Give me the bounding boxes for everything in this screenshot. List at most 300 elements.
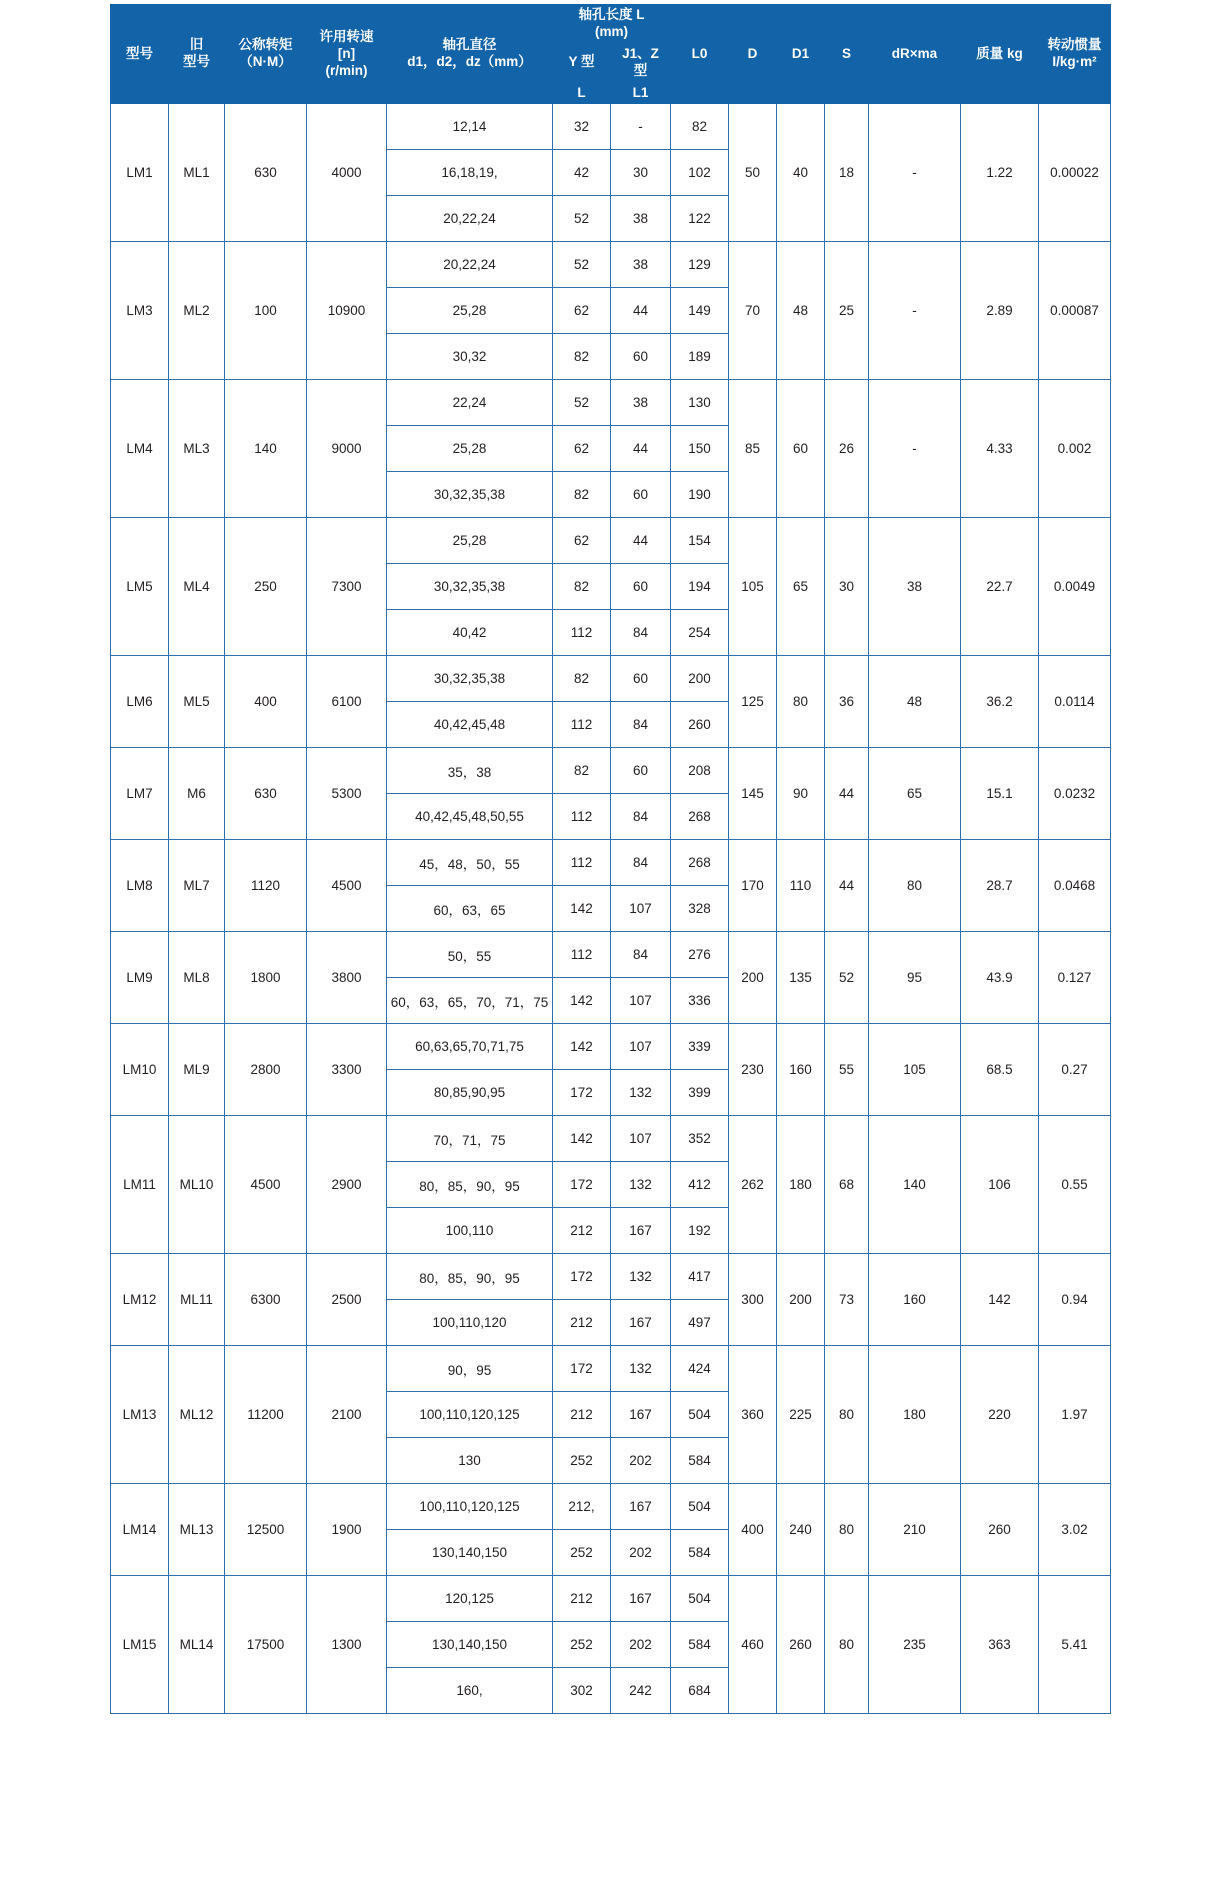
cell-length-y: 42 (553, 150, 611, 196)
cell-bore-diameter: 130,140,150 (387, 1530, 553, 1576)
cell-d: 125 (729, 656, 777, 748)
cell-s: 68 (825, 1116, 869, 1254)
cell-model: LM3 (111, 242, 169, 380)
cell-torque: 17500 (225, 1576, 307, 1714)
cell-length-j1z: 44 (611, 426, 671, 472)
cell-d: 85 (729, 380, 777, 518)
cell-old-model: ML8 (169, 932, 225, 1024)
table-row (111, 104, 1111, 150)
cell-inertia: 0.0232 (1039, 748, 1111, 840)
cell-l0: 336 (671, 978, 729, 1024)
header-old-model-line2: 型号 (183, 54, 210, 70)
cell-d: 200 (729, 932, 777, 1024)
cell-d: 70 (729, 242, 777, 380)
cell-l0: 584 (671, 1622, 729, 1668)
cell-length-j1z: 202 (611, 1438, 671, 1484)
cell-length-y: 252 (553, 1438, 611, 1484)
cell-old-model: M6 (169, 748, 225, 840)
cell-d1: 110 (777, 840, 825, 932)
header-torque-line2: （N·M） (239, 54, 292, 70)
cell-old-model: ML3 (169, 380, 225, 518)
cell-d1: 160 (777, 1024, 825, 1116)
table-row (111, 1576, 1111, 1622)
cell-bore-diameter: 22,24 (387, 380, 553, 426)
cell-l0: 424 (671, 1346, 729, 1392)
cell-length-y: 252 (553, 1530, 611, 1576)
cell-torque: 250 (225, 518, 307, 656)
cell-inertia: 0.0049 (1039, 518, 1111, 656)
cell-l0: 154 (671, 518, 729, 564)
cell-d1: 200 (777, 1254, 825, 1346)
table-body (111, 104, 1111, 1714)
cell-l0: 190 (671, 472, 729, 518)
cell-l0: 504 (671, 1484, 729, 1530)
cell-d1: 240 (777, 1484, 825, 1576)
cell-mass: 43.9 (961, 932, 1039, 1024)
cell-bore-diameter: 130,140,150 (387, 1622, 553, 1668)
cell-model: LM12 (111, 1254, 169, 1346)
table-header (111, 5, 1111, 104)
cell-inertia: 0.00087 (1039, 242, 1111, 380)
cell-length-y: 212 (553, 1392, 611, 1438)
cell-speed: 2100 (307, 1346, 387, 1484)
cell-speed: 2900 (307, 1116, 387, 1254)
header-speed-line1: 许用转速 (319, 28, 374, 44)
cell-length-j1z: 38 (611, 242, 671, 288)
cell-model: LM4 (111, 380, 169, 518)
cell-length-j1z: 132 (611, 1346, 671, 1392)
cell-length-j1z: 107 (611, 1116, 671, 1162)
cell-l0: 194 (671, 564, 729, 610)
cell-speed: 6100 (307, 656, 387, 748)
cell-length-y: 62 (553, 518, 611, 564)
cell-l0: 584 (671, 1438, 729, 1484)
cell-drma: 38 (869, 518, 961, 656)
cell-speed: 1900 (307, 1484, 387, 1576)
cell-bore-diameter: 100,110 (387, 1208, 553, 1254)
cell-d: 230 (729, 1024, 777, 1116)
cell-length-j1z: 44 (611, 288, 671, 334)
cell-bore-diameter: 40,42 (387, 610, 553, 656)
cell-length-y: 302 (553, 1668, 611, 1714)
cell-length-j1z: 132 (611, 1162, 671, 1208)
cell-d: 460 (729, 1576, 777, 1714)
cell-length-j1z: 167 (611, 1208, 671, 1254)
cell-d: 400 (729, 1484, 777, 1576)
cell-torque: 630 (225, 748, 307, 840)
cell-l0: 268 (671, 794, 729, 840)
cell-length-y: 212 (553, 1208, 611, 1254)
cell-bore-diameter: 25,28 (387, 518, 553, 564)
header-old-model (169, 5, 225, 104)
cell-inertia: 0.00022 (1039, 104, 1111, 242)
cell-torque: 12500 (225, 1484, 307, 1576)
cell-bore-diameter: 100,110,120,125 (387, 1484, 553, 1530)
cell-model: LM1 (111, 104, 169, 242)
cell-mass: 15.1 (961, 748, 1039, 840)
cell-l0: 417 (671, 1254, 729, 1300)
cell-length-j1z: 167 (611, 1576, 671, 1622)
cell-d: 145 (729, 748, 777, 840)
cell-old-model: ML4 (169, 518, 225, 656)
cell-d: 360 (729, 1346, 777, 1484)
cell-d1: 40 (777, 104, 825, 242)
cell-inertia: 0.27 (1039, 1024, 1111, 1116)
header-sub-l: L (553, 82, 611, 104)
cell-mass: 4.33 (961, 380, 1039, 518)
cell-s: 18 (825, 104, 869, 242)
cell-mass: 106 (961, 1116, 1039, 1254)
cell-drma: 105 (869, 1024, 961, 1116)
cell-length-j1z: 202 (611, 1530, 671, 1576)
cell-length-j1z: 84 (611, 610, 671, 656)
cell-length-j1z: 84 (611, 702, 671, 748)
cell-d1: 80 (777, 656, 825, 748)
cell-l0: 208 (671, 748, 729, 794)
cell-length-j1z: 167 (611, 1484, 671, 1530)
cell-mass: 142 (961, 1254, 1039, 1346)
cell-d: 50 (729, 104, 777, 242)
table-row (111, 1346, 1111, 1392)
cell-inertia: 0.0468 (1039, 840, 1111, 932)
cell-length-j1z: 107 (611, 1024, 671, 1070)
cell-d: 300 (729, 1254, 777, 1346)
cell-model: LM13 (111, 1346, 169, 1484)
cell-length-j1z: 84 (611, 794, 671, 840)
cell-length-y: 82 (553, 472, 611, 518)
cell-model: LM8 (111, 840, 169, 932)
cell-bore-diameter: 30,32 (387, 334, 553, 380)
cell-length-y: 62 (553, 288, 611, 334)
cell-old-model: ML1 (169, 104, 225, 242)
cell-bore-diameter: 35，38 (387, 748, 553, 794)
cell-length-j1z: 44 (611, 518, 671, 564)
header-mass: 质量 kg (961, 5, 1039, 104)
cell-length-j1z: 60 (611, 564, 671, 610)
cell-inertia: 0.55 (1039, 1116, 1111, 1254)
cell-torque: 11200 (225, 1346, 307, 1484)
cell-speed: 7300 (307, 518, 387, 656)
cell-l0: 130 (671, 380, 729, 426)
cell-mass: 36.2 (961, 656, 1039, 748)
cell-old-model: ML10 (169, 1116, 225, 1254)
cell-length-j1z: 242 (611, 1668, 671, 1714)
cell-bore-diameter: 20,22,24 (387, 196, 553, 242)
header-model: 型号 (111, 5, 169, 104)
cell-inertia: 0.94 (1039, 1254, 1111, 1346)
cell-l0: 584 (671, 1530, 729, 1576)
cell-model: LM6 (111, 656, 169, 748)
table-row (111, 1116, 1111, 1162)
cell-torque: 100 (225, 242, 307, 380)
cell-model: LM14 (111, 1484, 169, 1576)
cell-length-j1z: 202 (611, 1622, 671, 1668)
cell-model: LM15 (111, 1576, 169, 1714)
cell-s: 55 (825, 1024, 869, 1116)
table-row (111, 932, 1111, 978)
cell-length-j1z: 60 (611, 748, 671, 794)
cell-length-y: 52 (553, 380, 611, 426)
cell-length-y: 112 (553, 794, 611, 840)
cell-length-j1z: 60 (611, 472, 671, 518)
cell-bore-diameter: 100,110,120,125 (387, 1392, 553, 1438)
cell-length-j1z: 167 (611, 1300, 671, 1346)
cell-bore-diameter: 70，71，75 (387, 1116, 553, 1162)
cell-length-y: 112 (553, 610, 611, 656)
cell-s: 80 (825, 1346, 869, 1484)
cell-l0: 102 (671, 150, 729, 196)
cell-length-j1z: 132 (611, 1254, 671, 1300)
cell-drma: 180 (869, 1346, 961, 1484)
table-row (111, 1254, 1111, 1300)
cell-length-j1z: 167 (611, 1392, 671, 1438)
cell-length-y: 112 (553, 840, 611, 886)
cell-torque: 6300 (225, 1254, 307, 1346)
header-l0: L0 (671, 5, 729, 104)
header-shaft-length-line1: 轴孔长度 L (578, 7, 645, 22)
cell-length-y: 112 (553, 702, 611, 748)
cell-model: LM9 (111, 932, 169, 1024)
cell-bore-diameter: 30,32,35,38 (387, 656, 553, 702)
cell-speed: 3300 (307, 1024, 387, 1116)
header-d: D (729, 5, 777, 104)
cell-length-y: 32 (553, 104, 611, 150)
cell-l0: 149 (671, 288, 729, 334)
cell-l0: 200 (671, 656, 729, 702)
cell-bore-diameter: 120,125 (387, 1576, 553, 1622)
table-row (111, 242, 1111, 288)
cell-l0: 254 (671, 610, 729, 656)
cell-s: 44 (825, 840, 869, 932)
cell-speed: 1300 (307, 1576, 387, 1714)
table-row (111, 1024, 1111, 1070)
header-sub-l1: L1 (611, 82, 671, 104)
header-d1: D1 (777, 5, 825, 104)
header-type-j1z-line1: J1、Z (622, 45, 659, 61)
cell-model: LM11 (111, 1116, 169, 1254)
cell-bore-diameter: 160, (387, 1668, 553, 1714)
cell-inertia: 0.127 (1039, 932, 1111, 1024)
cell-l0: 399 (671, 1070, 729, 1116)
cell-drma: 65 (869, 748, 961, 840)
cell-torque: 4500 (225, 1116, 307, 1254)
cell-length-y: 52 (553, 196, 611, 242)
header-inertia-line2: I/kg·m² (1052, 54, 1097, 70)
cell-s: 30 (825, 518, 869, 656)
cell-torque: 2800 (225, 1024, 307, 1116)
cell-torque: 400 (225, 656, 307, 748)
header-inertia-line1: 转动惯量 (1047, 37, 1102, 53)
cell-drma: - (869, 104, 961, 242)
header-torque-line1: 公称转矩 (238, 37, 293, 53)
header-drma: dR×ma (869, 5, 961, 104)
header-type-j1z-line2: 型 (633, 62, 648, 78)
cell-inertia: 3.02 (1039, 1484, 1111, 1576)
cell-d1: 135 (777, 932, 825, 1024)
table-row (111, 518, 1111, 564)
header-torque (225, 5, 307, 104)
cell-drma: - (869, 380, 961, 518)
table-row (111, 748, 1111, 794)
cell-length-j1z: 84 (611, 840, 671, 886)
header-bore-line2: d1，d2，dz（mm） (407, 54, 532, 70)
cell-l0: 352 (671, 1116, 729, 1162)
header-speed-line3: (r/min) (325, 62, 368, 78)
cell-bore-diameter: 80，85，90，95 (387, 1162, 553, 1208)
cell-l0: 504 (671, 1576, 729, 1622)
cell-mass: 363 (961, 1576, 1039, 1714)
header-bore-diameter (387, 5, 553, 104)
cell-torque: 1120 (225, 840, 307, 932)
cell-l0: 412 (671, 1162, 729, 1208)
cell-bore-diameter: 90，95 (387, 1346, 553, 1392)
cell-length-j1z: 60 (611, 334, 671, 380)
header-bore-line1: 轴孔直径 (442, 37, 497, 53)
cell-mass: 220 (961, 1346, 1039, 1484)
cell-bore-diameter: 80,85,90,95 (387, 1070, 553, 1116)
cell-bore-diameter: 12,14 (387, 104, 553, 150)
cell-length-y: 82 (553, 748, 611, 794)
cell-speed: 4000 (307, 104, 387, 242)
cell-inertia: 0.002 (1039, 380, 1111, 518)
cell-s: 26 (825, 380, 869, 518)
cell-d1: 60 (777, 380, 825, 518)
cell-d1: 260 (777, 1576, 825, 1714)
cell-length-y: 172 (553, 1254, 611, 1300)
cell-l0: 129 (671, 242, 729, 288)
cell-inertia: 5.41 (1039, 1576, 1111, 1714)
cell-speed: 3800 (307, 932, 387, 1024)
cell-length-j1z: 84 (611, 932, 671, 978)
cell-bore-diameter: 30,32,35,38 (387, 472, 553, 518)
cell-old-model: ML2 (169, 242, 225, 380)
cell-bore-diameter: 16,18,19, (387, 150, 553, 196)
cell-bore-diameter: 60，63，65 (387, 886, 553, 932)
cell-drma: 95 (869, 932, 961, 1024)
cell-speed: 10900 (307, 242, 387, 380)
cell-speed: 5300 (307, 748, 387, 840)
cell-bore-diameter: 40,42,45,48,50,55 (387, 794, 553, 840)
cell-bore-diameter: 130 (387, 1438, 553, 1484)
cell-bore-diameter: 50，55 (387, 932, 553, 978)
cell-length-y: 62 (553, 426, 611, 472)
table-row (111, 656, 1111, 702)
cell-l0: 684 (671, 1668, 729, 1714)
cell-torque: 1800 (225, 932, 307, 1024)
cell-inertia: 1.97 (1039, 1346, 1111, 1484)
cell-bore-diameter: 45，48，50，55 (387, 840, 553, 886)
cell-s: 80 (825, 1576, 869, 1714)
cell-old-model: ML11 (169, 1254, 225, 1346)
cell-drma: 48 (869, 656, 961, 748)
cell-bore-diameter: 30,32,35,38 (387, 564, 553, 610)
header-type-j1z (611, 43, 671, 82)
cell-d: 170 (729, 840, 777, 932)
cell-bore-diameter: 60,63,65,70,71,75 (387, 1024, 553, 1070)
cell-length-y: 52 (553, 242, 611, 288)
cell-old-model: ML12 (169, 1346, 225, 1484)
cell-s: 52 (825, 932, 869, 1024)
cell-mass: 22.7 (961, 518, 1039, 656)
cell-bore-diameter: 60，63，65，70，71，75 (387, 978, 553, 1024)
cell-length-y: 172 (553, 1346, 611, 1392)
cell-l0: 122 (671, 196, 729, 242)
cell-mass: 260 (961, 1484, 1039, 1576)
cell-length-y: 172 (553, 1162, 611, 1208)
table-row (111, 380, 1111, 426)
cell-l0: 339 (671, 1024, 729, 1070)
cell-d1: 180 (777, 1116, 825, 1254)
cell-old-model: ML14 (169, 1576, 225, 1714)
cell-torque: 140 (225, 380, 307, 518)
header-old-model-line1: 旧 (189, 37, 204, 53)
header-row-1 (111, 5, 1111, 44)
cell-mass: 1.22 (961, 104, 1039, 242)
cell-old-model: ML7 (169, 840, 225, 932)
cell-old-model: ML5 (169, 656, 225, 748)
cell-length-j1z: 30 (611, 150, 671, 196)
cell-model: LM7 (111, 748, 169, 840)
cell-length-y: 112 (553, 932, 611, 978)
header-speed (307, 5, 387, 104)
header-shaft-length-group (553, 5, 671, 44)
cell-s: 36 (825, 656, 869, 748)
cell-s: 80 (825, 1484, 869, 1576)
cell-length-y: 142 (553, 978, 611, 1024)
cell-old-model: ML13 (169, 1484, 225, 1576)
cell-speed: 2500 (307, 1254, 387, 1346)
cell-length-y: 142 (553, 886, 611, 932)
cell-old-model: ML9 (169, 1024, 225, 1116)
cell-l0: 276 (671, 932, 729, 978)
cell-mass: 68.5 (961, 1024, 1039, 1116)
coupling-spec-table (110, 4, 1111, 1714)
cell-length-y: 142 (553, 1116, 611, 1162)
cell-l0: 192 (671, 1208, 729, 1254)
cell-speed: 9000 (307, 380, 387, 518)
cell-mass: 2.89 (961, 242, 1039, 380)
header-speed-line2: [n] (337, 45, 356, 61)
cell-bore-diameter: 80，85，90，95 (387, 1254, 553, 1300)
header-shaft-length-line2: (mm) (595, 23, 628, 39)
cell-drma: 235 (869, 1576, 961, 1714)
cell-d1: 48 (777, 242, 825, 380)
cell-bore-diameter: 25,28 (387, 426, 553, 472)
cell-bore-diameter: 100,110,120 (387, 1300, 553, 1346)
cell-torque: 630 (225, 104, 307, 242)
spec-sheet (110, 0, 1110, 1714)
cell-length-y: 212 (553, 1576, 611, 1622)
cell-s: 73 (825, 1254, 869, 1346)
cell-length-j1z: 60 (611, 656, 671, 702)
cell-l0: 268 (671, 840, 729, 886)
cell-length-y: 212 (553, 1300, 611, 1346)
cell-length-j1z: 38 (611, 196, 671, 242)
cell-d1: 90 (777, 748, 825, 840)
cell-bore-diameter: 40,42,45,48 (387, 702, 553, 748)
cell-s: 25 (825, 242, 869, 380)
cell-bore-diameter: 20,22,24 (387, 242, 553, 288)
cell-length-y: 82 (553, 334, 611, 380)
cell-d1: 65 (777, 518, 825, 656)
cell-length-y: 212, (553, 1484, 611, 1530)
cell-inertia: 0.0114 (1039, 656, 1111, 748)
cell-drma: 80 (869, 840, 961, 932)
cell-length-j1z: 132 (611, 1070, 671, 1116)
cell-length-y: 82 (553, 656, 611, 702)
cell-length-j1z: 107 (611, 886, 671, 932)
cell-drma: 140 (869, 1116, 961, 1254)
